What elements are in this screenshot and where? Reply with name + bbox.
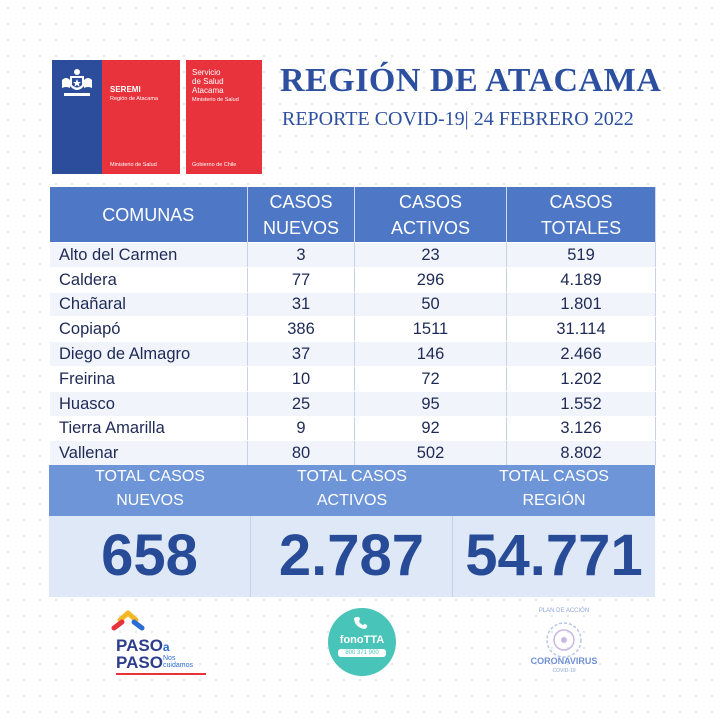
servicio-footer: Gobierno de Chile bbox=[192, 162, 237, 168]
cell-nuevos: 77 bbox=[248, 267, 355, 292]
cell-comuna: Vallenar bbox=[50, 441, 248, 466]
cell-comuna: Chañaral bbox=[50, 292, 248, 317]
table-row bbox=[50, 267, 656, 292]
paso-word-2: PASO bbox=[116, 653, 163, 672]
total-activos-value: 2.787 bbox=[251, 516, 453, 597]
paso-word-1: PASO bbox=[116, 636, 163, 655]
cell-nuevos: 10 bbox=[248, 366, 355, 391]
cell-totales: 1.801 bbox=[507, 292, 656, 317]
paso-a-paso-logo bbox=[100, 610, 210, 680]
cell-totales: 3.126 bbox=[507, 416, 656, 441]
total-region-label: TOTAL CASOS REGIÓN bbox=[453, 465, 655, 516]
cell-activos: 23 bbox=[355, 243, 507, 268]
table-row bbox=[50, 391, 656, 416]
cell-comuna: Caldera bbox=[50, 267, 248, 292]
cell-nuevos: 37 bbox=[248, 342, 355, 367]
table-row bbox=[50, 243, 656, 268]
page-subtitle: REPORTE COVID-19| 24 FEBRERO 2022 bbox=[282, 108, 634, 130]
cell-comuna: Huasco bbox=[50, 391, 248, 416]
cell-comuna: Freirina bbox=[50, 366, 248, 391]
table-row bbox=[50, 342, 656, 367]
chile-coat-of-arms-icon bbox=[58, 66, 96, 100]
cell-nuevos: 31 bbox=[248, 292, 355, 317]
table-row bbox=[50, 317, 656, 342]
servicio-line2: de Salud bbox=[192, 77, 224, 86]
cell-activos: 146 bbox=[355, 342, 507, 367]
cell-nuevos: 25 bbox=[248, 391, 355, 416]
cell-activos: 95 bbox=[355, 391, 507, 416]
cell-totales: 8.802 bbox=[507, 441, 656, 466]
cell-activos: 92 bbox=[355, 416, 507, 441]
corona-bottom-text: COVID-19 bbox=[552, 668, 576, 674]
seremi-logo bbox=[52, 60, 180, 174]
page-title: REGIÓN DE ATACAMA bbox=[280, 62, 662, 99]
servicio-line4: Ministerio de Salud bbox=[192, 97, 239, 103]
cell-comuna: Copiapó bbox=[50, 317, 248, 342]
cell-comuna: Alto del Carmen bbox=[50, 243, 248, 268]
paso-tag-2: cuidamos bbox=[163, 662, 193, 669]
servicio-line1: Servicio bbox=[192, 68, 221, 77]
cell-totales: 31.114 bbox=[507, 317, 656, 342]
table-row bbox=[50, 292, 656, 317]
corona-main-text: CORONAVIRUS bbox=[530, 656, 598, 666]
totals-panel bbox=[49, 465, 655, 597]
paso-tag-1: Nos bbox=[163, 655, 176, 662]
header-casos-activos: CASOS ACTIVOS bbox=[355, 187, 507, 243]
cell-activos: 296 bbox=[355, 267, 507, 292]
table-row bbox=[50, 441, 656, 466]
seremi-footer: Ministerio de Salud bbox=[110, 162, 157, 168]
cell-nuevos: 80 bbox=[248, 441, 355, 466]
cell-totales: 1.552 bbox=[507, 391, 656, 416]
total-nuevos-value: 658 bbox=[49, 516, 251, 597]
seremi-region: Región de Atacama bbox=[110, 96, 159, 102]
cell-totales: 1.202 bbox=[507, 366, 656, 391]
total-nuevos-label: TOTAL CASOS NUEVOS bbox=[49, 465, 251, 516]
cell-totales: 519 bbox=[507, 243, 656, 268]
paso-a: a bbox=[162, 640, 170, 654]
cell-totales: 2.466 bbox=[507, 342, 656, 367]
total-activos-label: TOTAL CASOS ACTIVOS bbox=[251, 465, 453, 516]
cell-activos: 50 bbox=[355, 292, 507, 317]
cell-comuna: Diego de Almagro bbox=[50, 342, 248, 367]
header-casos-totales: CASOS TOTALES bbox=[507, 187, 656, 243]
cell-activos: 72 bbox=[355, 366, 507, 391]
phone-icon bbox=[353, 614, 371, 632]
fono-number: 800 371 900 bbox=[338, 649, 386, 657]
header-casos-nuevos: CASOS NUEVOS bbox=[248, 187, 355, 243]
cell-nuevos: 386 bbox=[248, 317, 355, 342]
table-row bbox=[50, 366, 656, 391]
header-comunas: COMUNAS bbox=[50, 187, 248, 243]
servicio-salud-logo bbox=[186, 60, 262, 174]
table-row bbox=[50, 416, 656, 441]
paso-chevrons-icon bbox=[106, 610, 156, 636]
cell-totales: 4.189 bbox=[507, 267, 656, 292]
cell-activos: 1511 bbox=[355, 317, 507, 342]
covid-cases-table bbox=[49, 187, 656, 466]
table-header-row bbox=[50, 187, 656, 243]
total-region-value: 54.771 bbox=[453, 516, 655, 597]
fono-name: fonoTTA bbox=[339, 634, 385, 646]
cell-nuevos: 9 bbox=[248, 416, 355, 441]
cell-nuevos: 3 bbox=[248, 243, 355, 268]
cell-activos: 502 bbox=[355, 441, 507, 466]
servicio-line3: Atacama bbox=[192, 86, 224, 95]
fono-tta-logo bbox=[328, 608, 396, 676]
cell-comuna: Tierra Amarilla bbox=[50, 416, 248, 441]
seremi-title: SEREMI bbox=[110, 85, 141, 94]
corona-top-text: PLAN DE ACCIÓN bbox=[538, 608, 590, 614]
plan-coronavirus-logo bbox=[528, 606, 600, 678]
paso-underline bbox=[116, 673, 206, 675]
